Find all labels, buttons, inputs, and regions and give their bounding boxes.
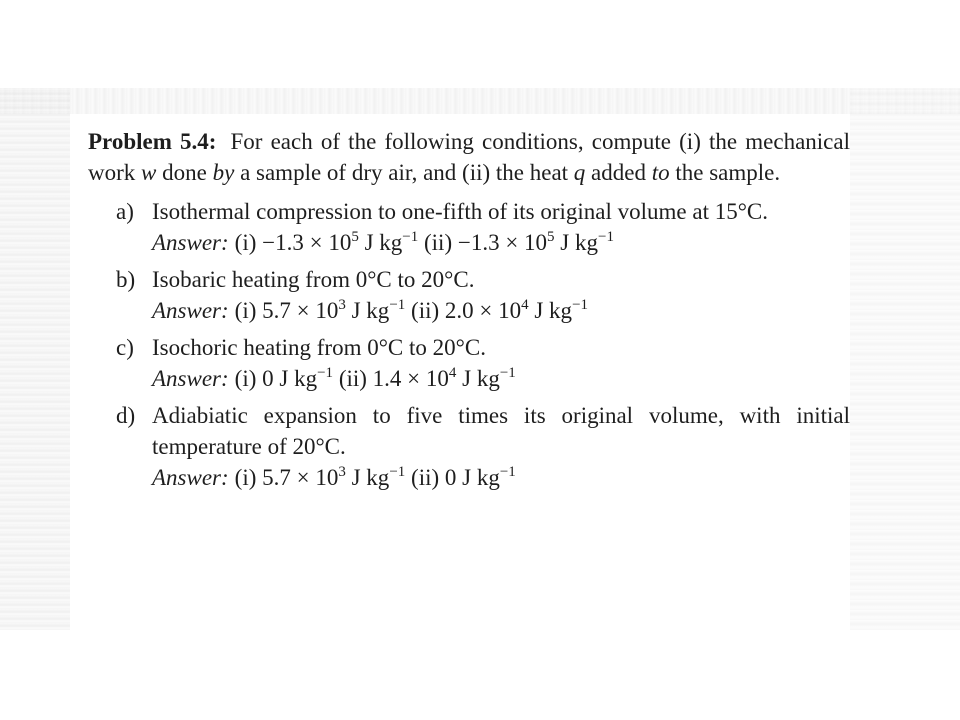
exponent: 4 bbox=[521, 297, 529, 313]
problem-block bbox=[88, 126, 850, 499]
exponent: 5 bbox=[351, 229, 359, 245]
answer-label: Answer: bbox=[152, 298, 229, 323]
answer-part: (i) 5.7 × 10 bbox=[234, 298, 339, 323]
answer-part: J kg bbox=[554, 230, 598, 255]
scan-noise-right bbox=[850, 88, 960, 630]
exponent: −1 bbox=[598, 229, 614, 245]
exponent: −1 bbox=[572, 297, 589, 313]
item-marker: b) bbox=[116, 267, 136, 292]
answer-part: (i) 0 J kg bbox=[234, 366, 318, 391]
answer-part: (ii) 0 J kg bbox=[405, 465, 500, 490]
exponent: 3 bbox=[338, 297, 346, 313]
answer-part: J kg bbox=[456, 366, 500, 391]
answer-line bbox=[152, 363, 850, 394]
condition-text: Isobaric heating from 0°C to 20°C. bbox=[152, 267, 475, 292]
statement-text: For each of the following conditions, compute (i) the mechanical work bbox=[88, 129, 850, 185]
statement-text: a sample of dry air, and (ii) the heat bbox=[240, 160, 569, 185]
exponent: −1 bbox=[389, 297, 406, 313]
exponent: 4 bbox=[448, 365, 457, 381]
work-variable: w bbox=[141, 160, 157, 185]
list-item bbox=[88, 332, 850, 394]
answer-part: J kg bbox=[345, 465, 390, 490]
answer-line bbox=[152, 295, 850, 326]
answer-line bbox=[152, 462, 850, 493]
statement-text: done bbox=[162, 160, 207, 185]
item-marker: d) bbox=[116, 403, 136, 428]
exponent: 5 bbox=[547, 229, 555, 245]
list-item bbox=[88, 196, 850, 258]
exponent: −1 bbox=[402, 229, 419, 245]
exponent: −1 bbox=[499, 464, 516, 480]
problem-label: Problem 5.4: bbox=[88, 129, 217, 154]
answer-part: J kg bbox=[358, 230, 403, 255]
answer-part: (ii) 1.4 × 10 bbox=[333, 366, 449, 391]
list-item bbox=[88, 400, 850, 493]
list-item bbox=[88, 264, 850, 326]
statement-text: added bbox=[591, 160, 646, 185]
scan-noise-left bbox=[0, 88, 70, 630]
answer-label: Answer: bbox=[152, 465, 229, 490]
exponent: 3 bbox=[338, 464, 346, 480]
emphasis-by: by bbox=[212, 160, 235, 185]
statement-text: the sample. bbox=[675, 160, 781, 185]
answer-part: (i) 5.7 × 10 bbox=[234, 465, 339, 490]
answer-part: J kg bbox=[528, 298, 573, 323]
exponent: −1 bbox=[499, 365, 516, 381]
answer-label: Answer: bbox=[152, 230, 229, 255]
answer-part: (ii) −1.3 × 10 bbox=[418, 230, 548, 255]
item-marker: a) bbox=[116, 199, 134, 224]
item-marker: c) bbox=[116, 335, 134, 360]
answer-part: J kg bbox=[345, 298, 390, 323]
answer-part: (ii) 2.0 × 10 bbox=[405, 298, 522, 323]
condition-text: Adiabiatic expansion to five times its original volume, with initial temperature of 20°C. bbox=[152, 403, 850, 459]
answer-part: (i) −1.3 × 10 bbox=[234, 230, 352, 255]
emphasis-to: to bbox=[651, 160, 670, 185]
heat-variable: q bbox=[573, 160, 586, 185]
problem-statement bbox=[88, 126, 850, 188]
condition-text: Isochoric heating from 0°C to 20°C. bbox=[152, 335, 486, 360]
exponent: −1 bbox=[389, 464, 406, 480]
answer-line bbox=[152, 227, 850, 258]
condition-text: Isothermal compression to one-fifth of its original volume at 15°C. bbox=[152, 199, 769, 224]
answer-label: Answer: bbox=[152, 366, 229, 391]
conditions-list bbox=[88, 196, 850, 493]
scan-noise-top bbox=[0, 88, 960, 114]
exponent: −1 bbox=[317, 365, 334, 381]
